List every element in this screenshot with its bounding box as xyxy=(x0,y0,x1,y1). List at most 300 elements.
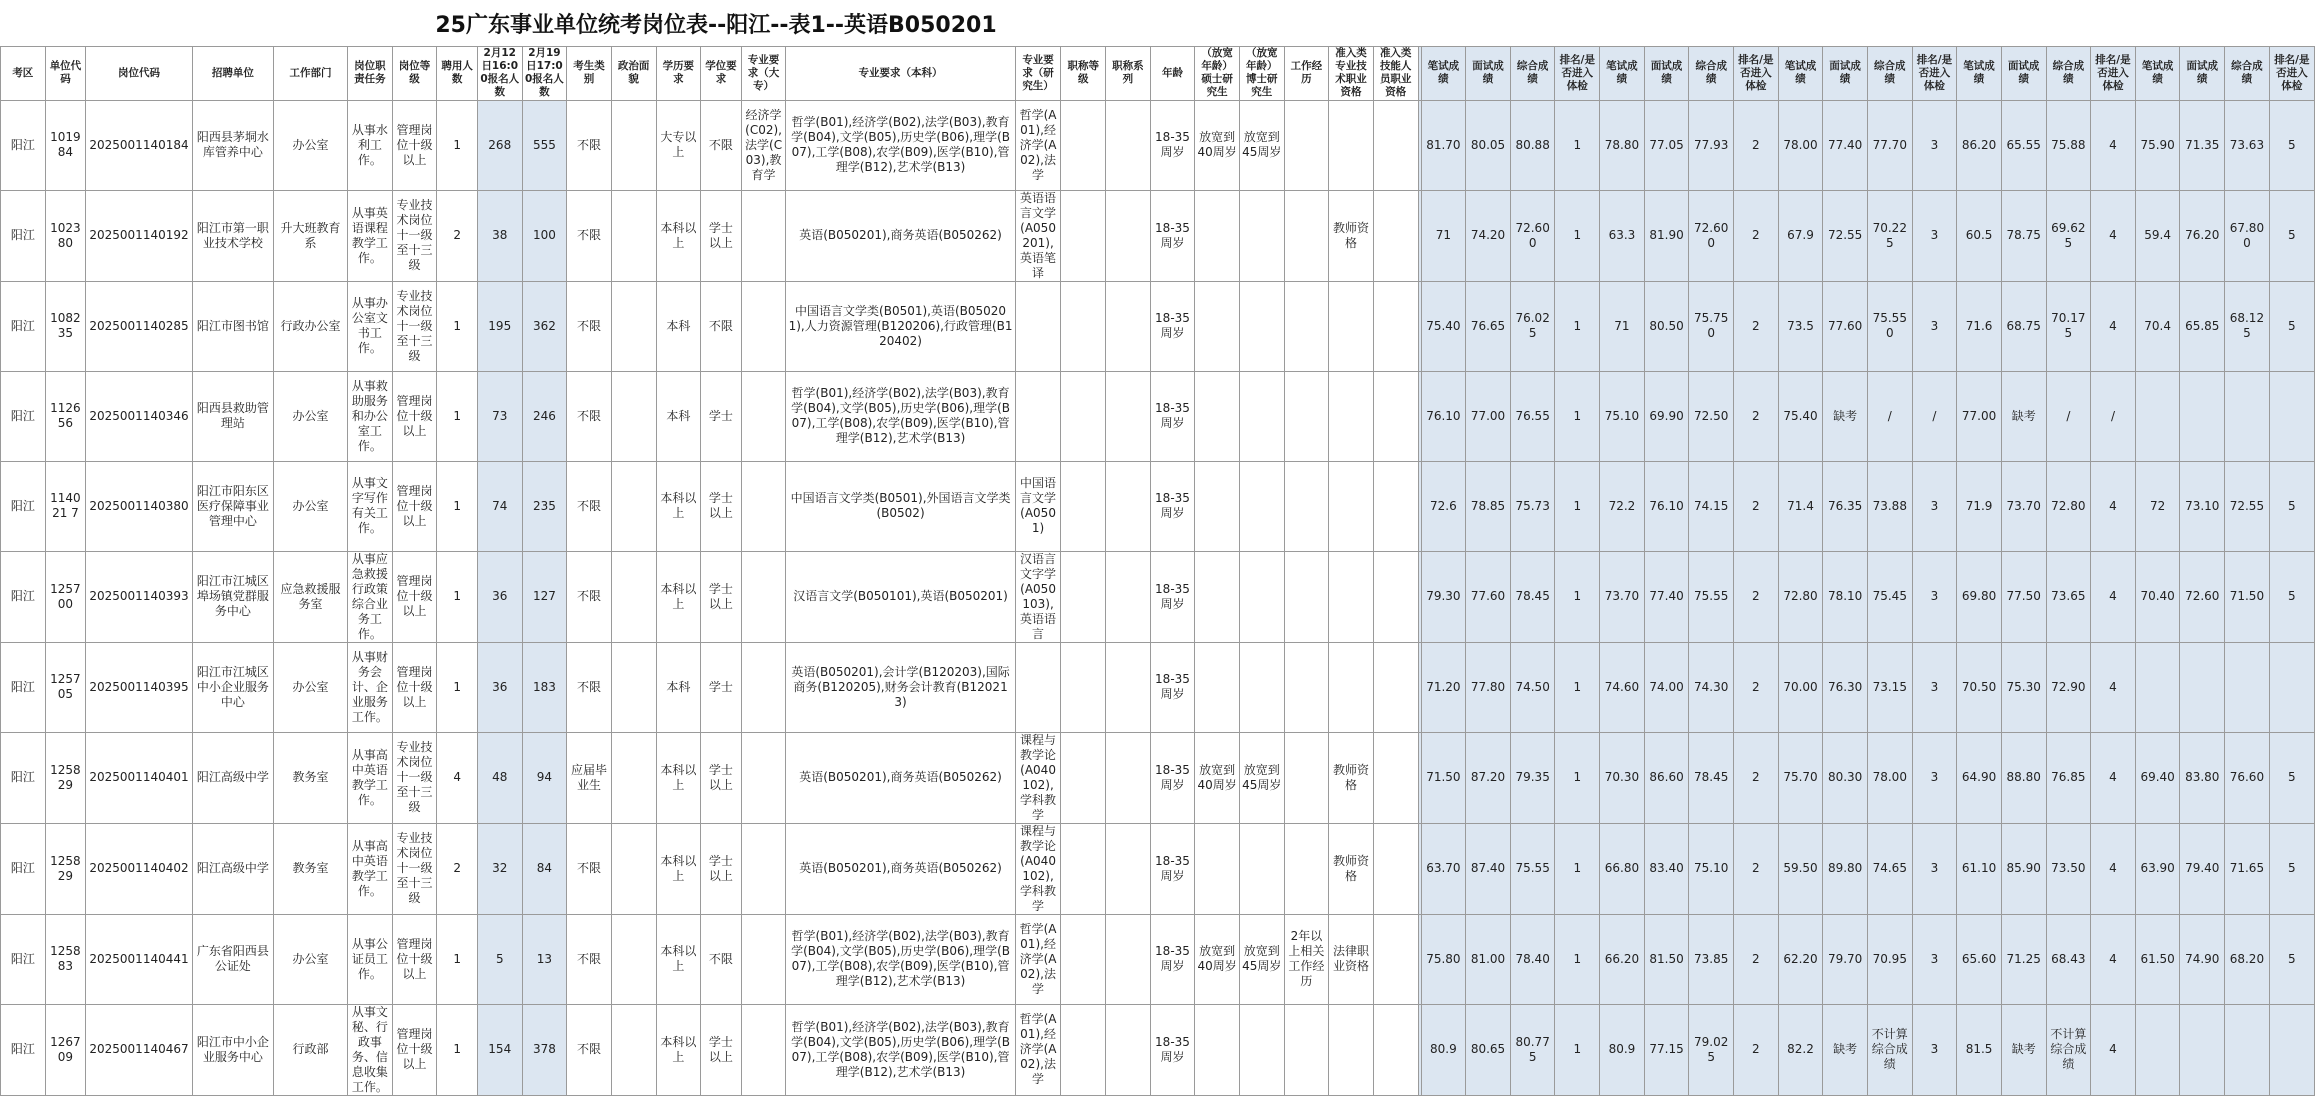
table-cell[interactable]: 阳江市中小企业服务中心 xyxy=(192,1004,273,1095)
table-cell[interactable]: 阳江 xyxy=(1,190,46,281)
table-cell[interactable]: 放宽到45周岁 xyxy=(1239,100,1284,190)
column-header[interactable]: 专业要求（研究生） xyxy=(1015,47,1061,101)
table-cell[interactable]: 72.55 xyxy=(2225,461,2270,551)
table-cell[interactable]: 阳江 xyxy=(1,914,46,1004)
table-cell[interactable]: 68.20 xyxy=(2225,914,2270,1004)
table-cell[interactable]: 不限 xyxy=(567,551,612,642)
table-cell[interactable]: 72.80 xyxy=(1778,551,1823,642)
table-cell[interactable]: 69.625 xyxy=(2046,190,2091,281)
table-cell[interactable]: 阳江 xyxy=(1,100,46,190)
table-cell[interactable]: 68.75 xyxy=(2001,281,2046,371)
table-cell[interactable] xyxy=(741,190,786,281)
table-cell[interactable]: 2 xyxy=(437,823,478,914)
table-cell[interactable]: 18-35周岁 xyxy=(1150,190,1195,281)
table-cell[interactable]: 78.45 xyxy=(1689,732,1734,823)
table-cell[interactable]: 英语(B050201),商务英语(B050262) xyxy=(786,823,1015,914)
table-cell[interactable]: 71 xyxy=(1600,281,1645,371)
column-header[interactable]: 排名/是否进入体检 xyxy=(2091,47,2136,101)
table-cell[interactable]: 3 xyxy=(1912,642,1957,732)
table-cell[interactable]: 79.30 xyxy=(1421,551,1466,642)
table-cell[interactable]: 1 xyxy=(437,371,478,461)
column-header[interactable]: 综合成绩 xyxy=(1867,47,1912,101)
table-cell[interactable]: 从事文秘、行政事务、信息收集工作。 xyxy=(348,1004,393,1095)
table-cell[interactable]: 不限 xyxy=(567,914,612,1004)
column-header[interactable]: 政治面貌 xyxy=(611,47,656,101)
table-cell[interactable]: 阳西县茅垌水库管养中心 xyxy=(192,100,273,190)
table-cell[interactable]: 3 xyxy=(1912,551,1957,642)
table-cell[interactable]: 18-35周岁 xyxy=(1150,371,1195,461)
table-cell[interactable] xyxy=(741,371,786,461)
table-cell[interactable]: 专业技术岗位十一级至十三级 xyxy=(392,281,437,371)
table-cell[interactable]: 125829 xyxy=(45,732,86,823)
table-cell[interactable]: 77.40 xyxy=(1823,100,1868,190)
table-cell[interactable] xyxy=(1015,371,1061,461)
table-cell[interactable]: 2年以上相关工作经历 xyxy=(1284,914,1329,1004)
table-cell[interactable]: 77.80 xyxy=(1466,642,1511,732)
table-cell[interactable]: 71.20 xyxy=(1421,642,1466,732)
table-cell[interactable]: 阳江 xyxy=(1,642,46,732)
table-cell[interactable]: 38 xyxy=(477,190,522,281)
table-cell[interactable]: 学士以上 xyxy=(701,551,742,642)
table-cell[interactable]: 80.65 xyxy=(1466,1004,1511,1095)
table-cell[interactable]: 60.5 xyxy=(1957,190,2002,281)
table-cell[interactable] xyxy=(1061,190,1106,281)
table-cell[interactable]: 68.125 xyxy=(2225,281,2270,371)
table-cell[interactable]: 76.10 xyxy=(1644,461,1689,551)
table-cell[interactable] xyxy=(1061,281,1106,371)
column-header[interactable]: 岗位职责任务 xyxy=(348,47,393,101)
table-cell[interactable] xyxy=(1373,1004,1418,1095)
table-cell[interactable] xyxy=(1284,461,1329,551)
table-cell[interactable] xyxy=(1373,642,1418,732)
table-cell[interactable] xyxy=(2225,1004,2270,1095)
table-cell[interactable]: 本科以上 xyxy=(656,190,701,281)
table-cell[interactable]: 4 xyxy=(2091,914,2136,1004)
table-cell[interactable] xyxy=(1106,642,1151,732)
table-cell[interactable]: 75.55 xyxy=(1510,823,1555,914)
column-header[interactable]: 考生类别 xyxy=(567,47,612,101)
column-header[interactable]: 岗位代码 xyxy=(86,47,193,101)
table-cell[interactable]: 235 xyxy=(522,461,567,551)
table-cell[interactable]: 2025001140395 xyxy=(86,642,193,732)
table-cell[interactable]: 83.80 xyxy=(2180,732,2225,823)
table-cell[interactable]: 办公室 xyxy=(273,461,347,551)
table-cell[interactable]: 61.50 xyxy=(2135,914,2180,1004)
table-cell[interactable]: 不限 xyxy=(567,1004,612,1095)
table-cell[interactable]: 100 xyxy=(522,190,567,281)
table-cell[interactable]: 74.00 xyxy=(1644,642,1689,732)
table-cell[interactable] xyxy=(1239,190,1284,281)
table-cell[interactable]: 81.50 xyxy=(1644,914,1689,1004)
table-cell[interactable]: 81.00 xyxy=(1466,914,1511,1004)
table-cell[interactable]: 放宽到40周岁 xyxy=(1195,732,1240,823)
table-cell[interactable]: 从事救助服务和办公室工作。 xyxy=(348,371,393,461)
column-header[interactable]: 笔试成绩 xyxy=(2135,47,2180,101)
table-cell[interactable]: 36 xyxy=(477,551,522,642)
table-cell[interactable]: 2025001140346 xyxy=(86,371,193,461)
table-cell[interactable]: 76.20 xyxy=(2180,190,2225,281)
table-cell[interactable]: 80.9 xyxy=(1600,1004,1645,1095)
table-cell[interactable] xyxy=(611,1004,656,1095)
table-cell[interactable]: 154 xyxy=(477,1004,522,1095)
table-cell[interactable]: 阳西县救助管理站 xyxy=(192,371,273,461)
table-cell[interactable]: 73 xyxy=(477,371,522,461)
table-cell[interactable]: 1 xyxy=(1555,823,1600,914)
table-cell[interactable]: 5 xyxy=(2269,461,2314,551)
table-cell[interactable]: 18-35周岁 xyxy=(1150,100,1195,190)
table-cell[interactable]: 102380 xyxy=(45,190,86,281)
table-cell[interactable]: 5 xyxy=(2269,823,2314,914)
table-cell[interactable]: 本科 xyxy=(656,371,701,461)
table-cell[interactable]: 不限 xyxy=(701,281,742,371)
column-header[interactable]: 单位代码 xyxy=(45,47,86,101)
table-cell[interactable]: 教师资格 xyxy=(1329,190,1374,281)
table-cell[interactable]: 本科以上 xyxy=(656,551,701,642)
table-cell[interactable]: 哲学(A01),经济学(A02),法学 xyxy=(1015,914,1061,1004)
table-cell[interactable] xyxy=(1284,371,1329,461)
table-cell[interactable]: 2025001140285 xyxy=(86,281,193,371)
table-cell[interactable]: 4 xyxy=(437,732,478,823)
column-header[interactable]: 综合成绩 xyxy=(2046,47,2091,101)
table-cell[interactable] xyxy=(1195,642,1240,732)
table-cell[interactable]: 77.60 xyxy=(1466,551,1511,642)
table-cell[interactable]: 本科以上 xyxy=(656,823,701,914)
table-cell[interactable]: 76.85 xyxy=(2046,732,2091,823)
table-cell[interactable]: 79.35 xyxy=(1510,732,1555,823)
table-cell[interactable]: 74 xyxy=(477,461,522,551)
table-cell[interactable]: / xyxy=(2046,371,2091,461)
table-cell[interactable]: 63.70 xyxy=(1421,823,1466,914)
table-cell[interactable]: 78.40 xyxy=(1510,914,1555,1004)
table-cell[interactable]: 1 xyxy=(1555,732,1600,823)
table-cell[interactable]: 87.20 xyxy=(1466,732,1511,823)
table-cell[interactable]: 62.20 xyxy=(1778,914,1823,1004)
table-cell[interactable]: 75.90 xyxy=(2135,100,2180,190)
table-cell[interactable]: 1 xyxy=(1555,914,1600,1004)
table-cell[interactable]: 78.75 xyxy=(2001,190,2046,281)
table-cell[interactable]: 不限 xyxy=(567,190,612,281)
table-cell[interactable]: 管理岗位十级以上 xyxy=(392,551,437,642)
table-cell[interactable]: 195 xyxy=(477,281,522,371)
table-cell[interactable]: 126709 xyxy=(45,1004,86,1095)
table-cell[interactable] xyxy=(1195,461,1240,551)
table-cell[interactable]: 4 xyxy=(2091,190,2136,281)
table-cell[interactable]: 从事应急救援行政策综合业务工作。 xyxy=(348,551,393,642)
table-cell[interactable] xyxy=(1061,371,1106,461)
table-cell[interactable]: 从事文字写作有关工作。 xyxy=(348,461,393,551)
table-cell[interactable]: 80.30 xyxy=(1823,732,1868,823)
table-cell[interactable]: 77.00 xyxy=(1466,371,1511,461)
table-cell[interactable]: 71.50 xyxy=(2225,551,2270,642)
table-cell[interactable] xyxy=(741,281,786,371)
table-cell[interactable] xyxy=(611,100,656,190)
column-header[interactable]: 年龄 xyxy=(1150,47,1195,101)
table-cell[interactable]: 2 xyxy=(1734,100,1779,190)
table-cell[interactable]: 应届毕业生 xyxy=(567,732,612,823)
table-cell[interactable]: 74.15 xyxy=(1689,461,1734,551)
table-cell[interactable]: 67.800 xyxy=(2225,190,2270,281)
table-cell[interactable]: 125705 xyxy=(45,642,86,732)
table-cell[interactable] xyxy=(1061,461,1106,551)
table-cell[interactable]: 不限 xyxy=(567,823,612,914)
table-cell[interactable]: 从事财务会计、企业服务工作。 xyxy=(348,642,393,732)
table-cell[interactable]: 59.50 xyxy=(1778,823,1823,914)
table-cell[interactable]: 中国语言文学类(B0501),英语(B050201),人力资源管理(B120206),行政管理(B120402) xyxy=(786,281,1015,371)
table-cell[interactable]: 不限 xyxy=(567,281,612,371)
table-cell[interactable]: 学士 xyxy=(701,642,742,732)
table-cell[interactable] xyxy=(611,914,656,1004)
column-header[interactable]: 专业要求（本科） xyxy=(786,47,1015,101)
column-header[interactable]: 排名/是否进入体检 xyxy=(1555,47,1600,101)
table-cell[interactable]: 英语(B050201),会计学(B120203),国际商务(B120205),财务会计教育(B120213) xyxy=(786,642,1015,732)
table-cell[interactable]: 82.2 xyxy=(1778,1004,1823,1095)
table-cell[interactable]: 办公室 xyxy=(273,100,347,190)
table-cell[interactable]: 74.30 xyxy=(1689,642,1734,732)
table-cell[interactable]: 本科以上 xyxy=(656,1004,701,1095)
table-cell[interactable]: 阳江市江城区埠场镇党群服务中心 xyxy=(192,551,273,642)
table-cell[interactable]: 专业技术岗位十一级至十三级 xyxy=(392,190,437,281)
table-cell[interactable]: 1 xyxy=(1555,190,1600,281)
table-cell[interactable] xyxy=(1329,1004,1374,1095)
table-cell[interactable] xyxy=(1373,732,1418,823)
table-cell[interactable]: 阳江市第一职业技术学校 xyxy=(192,190,273,281)
table-cell[interactable]: 77.40 xyxy=(1644,551,1689,642)
table-cell[interactable]: 75.55 xyxy=(1689,551,1734,642)
column-header[interactable]: （放宽年龄）博士研究生 xyxy=(1239,47,1284,101)
column-header[interactable]: 聘用人数 xyxy=(437,47,478,101)
table-cell[interactable]: 管理岗位十级以上 xyxy=(392,914,437,1004)
table-cell[interactable]: 18-35周岁 xyxy=(1150,281,1195,371)
table-cell[interactable] xyxy=(1284,551,1329,642)
table-cell[interactable]: 课程与教学论(A040102),学科教学 xyxy=(1015,732,1061,823)
table-cell[interactable]: 75.40 xyxy=(1778,371,1823,461)
table-cell[interactable]: 18-35周岁 xyxy=(1150,914,1195,1004)
table-cell[interactable]: 不限 xyxy=(567,461,612,551)
table-cell[interactable]: 放宽到40周岁 xyxy=(1195,100,1240,190)
table-cell[interactable]: 缺考 xyxy=(1823,371,1868,461)
table-cell[interactable]: 放宽到45周岁 xyxy=(1239,914,1284,1004)
table-cell[interactable]: 75.750 xyxy=(1689,281,1734,371)
table-cell[interactable]: 72.55 xyxy=(1823,190,1868,281)
table-cell[interactable]: 75.10 xyxy=(1600,371,1645,461)
table-cell[interactable]: 2025001140393 xyxy=(86,551,193,642)
table-cell[interactable]: 4 xyxy=(2091,461,2136,551)
table-cell[interactable]: 1 xyxy=(437,642,478,732)
table-cell[interactable] xyxy=(611,823,656,914)
table-cell[interactable]: 中国语言文学(A0501) xyxy=(1015,461,1061,551)
column-header[interactable]: 综合成绩 xyxy=(2225,47,2270,101)
table-cell[interactable]: 112656 xyxy=(45,371,86,461)
table-cell[interactable]: 行政办公室 xyxy=(273,281,347,371)
table-cell[interactable]: 专业技术岗位十一级至十三级 xyxy=(392,823,437,914)
column-header[interactable]: 综合成绩 xyxy=(1510,47,1555,101)
table-cell[interactable]: 77.60 xyxy=(1823,281,1868,371)
table-cell[interactable] xyxy=(1106,914,1151,1004)
table-cell[interactable]: 18-35周岁 xyxy=(1150,823,1195,914)
table-cell[interactable]: 73.65 xyxy=(2046,551,2091,642)
table-cell[interactable]: 1 xyxy=(437,1004,478,1095)
table-cell[interactable] xyxy=(1373,190,1418,281)
table-cell[interactable] xyxy=(1195,281,1240,371)
table-cell[interactable]: 本科以上 xyxy=(656,461,701,551)
table-cell[interactable]: 76.025 xyxy=(1510,281,1555,371)
table-cell[interactable] xyxy=(1106,551,1151,642)
column-header[interactable]: 笔试成绩 xyxy=(1778,47,1823,101)
table-cell[interactable]: 本科以上 xyxy=(656,914,701,1004)
table-cell[interactable]: 缺考 xyxy=(2001,371,2046,461)
table-cell[interactable]: 69.90 xyxy=(1644,371,1689,461)
table-cell[interactable]: 378 xyxy=(522,1004,567,1095)
table-cell[interactable]: 阳江 xyxy=(1,732,46,823)
table-cell[interactable]: 2 xyxy=(1734,732,1779,823)
table-cell[interactable]: 18-35周岁 xyxy=(1150,642,1195,732)
column-header[interactable]: 考区 xyxy=(1,47,46,101)
column-header[interactable]: 2月19日17:00报名人数 xyxy=(522,47,567,101)
table-cell[interactable] xyxy=(2269,1004,2314,1095)
table-cell[interactable]: 1 xyxy=(437,281,478,371)
table-cell[interactable]: 哲学(B01),经济学(B02),法学(B03),教育学(B04),文学(B05),历史学(B06),理学(B07),工学(B08),农学(B09),医学(B10),管理学(B12),艺术学(B13) xyxy=(786,100,1015,190)
table-cell[interactable]: 学士以上 xyxy=(701,732,742,823)
table-cell[interactable]: 18-35周岁 xyxy=(1150,732,1195,823)
table-cell[interactable]: 78.85 xyxy=(1466,461,1511,551)
column-header[interactable]: 职称等级 xyxy=(1061,47,1106,101)
table-cell[interactable]: 阳江市图书馆 xyxy=(192,281,273,371)
table-cell[interactable]: 4 xyxy=(2091,551,2136,642)
table-cell[interactable] xyxy=(1373,914,1418,1004)
table-cell[interactable] xyxy=(611,281,656,371)
table-cell[interactable] xyxy=(1106,461,1151,551)
table-cell[interactable]: 管理岗位十级以上 xyxy=(392,100,437,190)
table-cell[interactable]: 2 xyxy=(1734,914,1779,1004)
table-cell[interactable]: 5 xyxy=(2269,190,2314,281)
table-cell[interactable]: 教师资格 xyxy=(1329,823,1374,914)
table-cell[interactable] xyxy=(611,461,656,551)
table-cell[interactable]: 阳江 xyxy=(1,1004,46,1095)
column-header[interactable]: 准入类专业技术职业资格 xyxy=(1329,47,1374,101)
table-cell[interactable]: 哲学(B01),经济学(B02),法学(B03),教育学(B04),文学(B05),历史学(B06),理学(B07),工学(B08),农学(B09),医学(B10),管理学(B12),艺术学(B13) xyxy=(786,914,1015,1004)
table-cell[interactable] xyxy=(1284,190,1329,281)
table-cell[interactable]: 74.65 xyxy=(1867,823,1912,914)
table-cell[interactable]: 18-35周岁 xyxy=(1150,1004,1195,1095)
table-cell[interactable]: 哲学(B01),经济学(B02),法学(B03),教育学(B04),文学(B05),历史学(B06),理学(B07),工学(B08),农学(B09),医学(B10),管理学(B12),艺术学(B13) xyxy=(786,371,1015,461)
table-cell[interactable]: 32 xyxy=(477,823,522,914)
table-cell[interactable]: 4 xyxy=(2091,100,2136,190)
table-cell[interactable] xyxy=(1106,281,1151,371)
table-cell[interactable]: 80.9 xyxy=(1421,1004,1466,1095)
table-cell[interactable] xyxy=(2269,642,2314,732)
table-cell[interactable]: 77.50 xyxy=(2001,551,2046,642)
table-cell[interactable] xyxy=(1239,551,1284,642)
table-cell[interactable]: 从事高中英语教学工作。 xyxy=(348,823,393,914)
table-cell[interactable]: 3 xyxy=(1912,914,1957,1004)
table-cell[interactable]: 阳江 xyxy=(1,461,46,551)
column-header[interactable]: 排名/是否进入体检 xyxy=(2269,47,2314,101)
table-cell[interactable]: 大专以上 xyxy=(656,100,701,190)
column-header[interactable]: 岗位等级 xyxy=(392,47,437,101)
table-cell[interactable]: 管理岗位十级以上 xyxy=(392,461,437,551)
table-cell[interactable]: 缺考 xyxy=(2001,1004,2046,1095)
table-cell[interactable]: 75.80 xyxy=(1421,914,1466,1004)
table-cell[interactable]: 2025001140184 xyxy=(86,100,193,190)
table-cell[interactable]: / xyxy=(1912,371,1957,461)
table-cell[interactable]: 71.65 xyxy=(2225,823,2270,914)
table-cell[interactable] xyxy=(1373,371,1418,461)
table-cell[interactable]: 66.80 xyxy=(1600,823,1645,914)
table-cell[interactable]: 88.80 xyxy=(2001,732,2046,823)
table-cell[interactable] xyxy=(1239,823,1284,914)
table-cell[interactable]: 3 xyxy=(1912,732,1957,823)
table-cell[interactable]: 不限 xyxy=(567,642,612,732)
table-cell[interactable]: 80.50 xyxy=(1644,281,1689,371)
table-cell[interactable]: 81.5 xyxy=(1957,1004,2002,1095)
table-cell[interactable]: 70.225 xyxy=(1867,190,1912,281)
column-header[interactable]: （放宽年龄）硕士研究生 xyxy=(1195,47,1240,101)
table-cell[interactable]: 78.10 xyxy=(1823,551,1868,642)
table-cell[interactable]: 125883 xyxy=(45,914,86,1004)
table-cell[interactable]: 从事英语课程教学工作。 xyxy=(348,190,393,281)
column-header[interactable]: 学历要求 xyxy=(656,47,701,101)
table-cell[interactable]: 2 xyxy=(1734,371,1779,461)
table-cell[interactable] xyxy=(611,551,656,642)
table-cell[interactable]: 哲学(B01),经济学(B02),法学(B03),教育学(B04),文学(B05),历史学(B06),理学(B07),工学(B08),农学(B09),医学(B10),管理学(B12),艺术学(B13) xyxy=(786,1004,1015,1095)
table-cell[interactable]: 555 xyxy=(522,100,567,190)
table-cell[interactable] xyxy=(1373,281,1418,371)
table-cell[interactable]: 81.90 xyxy=(1644,190,1689,281)
table-cell[interactable]: 71.35 xyxy=(2180,100,2225,190)
table-cell[interactable]: 63.90 xyxy=(2135,823,2180,914)
table-cell[interactable]: 70.40 xyxy=(2135,551,2180,642)
table-cell[interactable]: 办公室 xyxy=(273,642,347,732)
column-header[interactable]: 综合成绩 xyxy=(1689,47,1734,101)
table-cell[interactable]: 77.70 xyxy=(1867,100,1912,190)
spreadsheet-grid[interactable] xyxy=(0,46,2315,1094)
table-cell[interactable] xyxy=(1061,551,1106,642)
table-cell[interactable]: 2 xyxy=(1734,461,1779,551)
table-cell[interactable]: 行政部 xyxy=(273,1004,347,1095)
table-cell[interactable]: 汉语言文学(B050101),英语(B050201) xyxy=(786,551,1015,642)
table-cell[interactable] xyxy=(1106,100,1151,190)
table-cell[interactable] xyxy=(611,642,656,732)
column-header[interactable]: 准入类技能人员职业资格 xyxy=(1373,47,1418,101)
table-cell[interactable] xyxy=(1239,371,1284,461)
table-cell[interactable]: 放宽到40周岁 xyxy=(1195,914,1240,1004)
table-cell[interactable]: 76.65 xyxy=(1466,281,1511,371)
table-cell[interactable]: 1 xyxy=(1555,551,1600,642)
table-cell[interactable]: 72 xyxy=(2135,461,2180,551)
column-header[interactable]: 2月12日16:00报名人数 xyxy=(477,47,522,101)
table-cell[interactable]: 1 xyxy=(1555,281,1600,371)
table-cell[interactable]: 2 xyxy=(437,190,478,281)
table-cell[interactable]: 经济学(C02),法学(C03),教育学 xyxy=(741,100,786,190)
table-cell[interactable]: 71.50 xyxy=(1421,732,1466,823)
table-cell[interactable]: 2025001140402 xyxy=(86,823,193,914)
table-cell[interactable]: 66.20 xyxy=(1600,914,1645,1004)
table-cell[interactable]: 4 xyxy=(2091,1004,2136,1095)
table-cell[interactable]: 78.00 xyxy=(1867,732,1912,823)
table-cell[interactable]: 本科 xyxy=(656,281,701,371)
table-cell[interactable] xyxy=(1015,281,1061,371)
table-cell[interactable]: 362 xyxy=(522,281,567,371)
table-cell[interactable]: 中国语言文学类(B0501),外国语言文学类(B0502) xyxy=(786,461,1015,551)
table-cell[interactable]: 1 xyxy=(1555,100,1600,190)
table-cell[interactable] xyxy=(1195,1004,1240,1095)
table-cell[interactable]: 5 xyxy=(2269,281,2314,371)
table-cell[interactable]: 70.95 xyxy=(1867,914,1912,1004)
table-cell[interactable]: 86.60 xyxy=(1644,732,1689,823)
table-cell[interactable]: 18-35周岁 xyxy=(1150,551,1195,642)
table-cell[interactable]: 48 xyxy=(477,732,522,823)
table-cell[interactable]: 73.70 xyxy=(2001,461,2046,551)
